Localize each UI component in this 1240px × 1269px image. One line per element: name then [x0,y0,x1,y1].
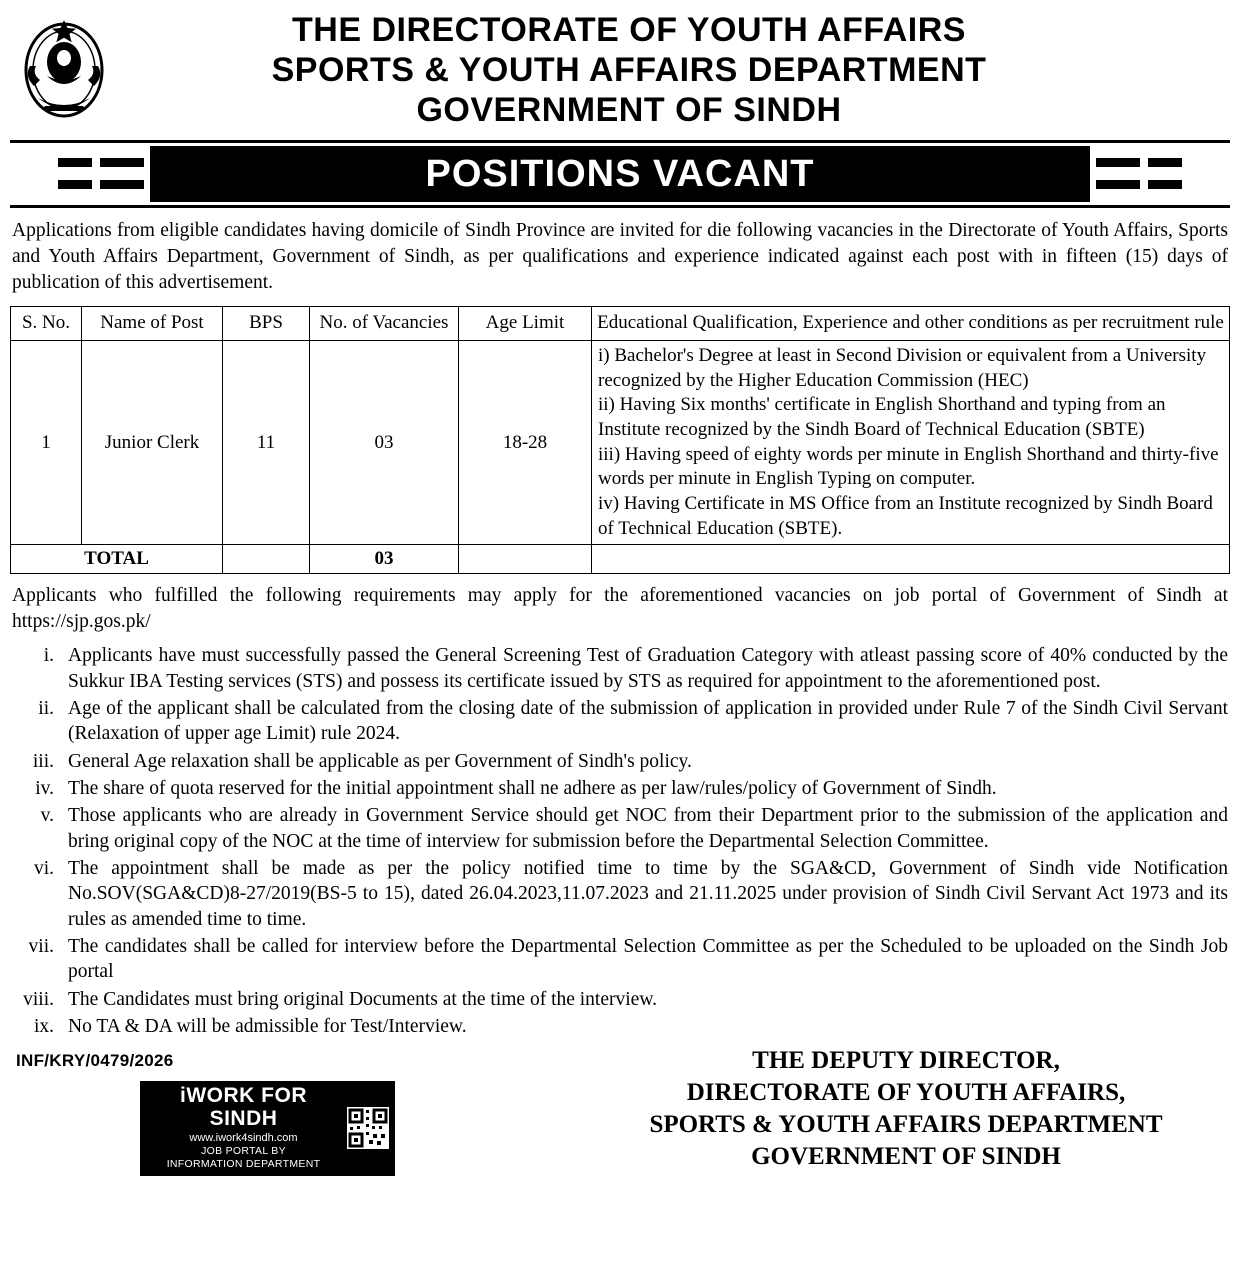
condition-number: iv. [35,777,54,799]
list-item [12,803,1228,854]
cell-qualification [592,340,1230,545]
signoff-line-4: GOVERNMENT OF SINDH [751,1143,1061,1171]
qualification-item-i: i) Bachelor's Degree at least in Second Division or equivalent from a University recognized by the Higher Education Commission (HEC) [598,344,1207,391]
list-item [12,749,1228,774]
condition-text: No TA & DA will be admissible for Test/Interview. [68,1016,467,1038]
condition-number: ii. [38,697,54,719]
list-item [12,696,1228,747]
cell-post: Junior Clerk [82,340,223,545]
table-header-row [11,307,1230,341]
list-item [12,776,1228,801]
inf-number: INF/KRY/0479/2026 [16,1051,174,1071]
table-total-row [11,545,1230,574]
signoff-line-3: SPORTS & YOUTH AFFAIRS DEPARTMENT [649,1111,1163,1139]
qr-code-icon [347,1107,389,1149]
condition-text: The appointment shall be made as per the policy notified time to time by the SGA&CD, Government of Sindh vide Notification No.SOV(SGA&CD)8-27/2019(BS-5 to 15), dated 26.04.2023,11.07.2023 and 21.11.2025 under provision of Sindh Civil Servant Act 1973 and its rules as amended time to time. [68,857,1228,930]
page-header [10,6,1230,130]
column-header-age: Age Limit [459,307,592,341]
signoff-line-1: THE DEPUTY DIRECTOR, [752,1047,1060,1075]
list-item [12,1014,1228,1039]
iwork-for-sindh-badge[interactable] [140,1081,395,1176]
condition-text: Those applicants who are already in Government Service should get NOC from their Department prior to the submission of the application and bring original copy of the NOC at the time of interview for submission before the Departmental Selection Committee. [68,805,1228,852]
column-header-sno: S. No. [11,307,82,341]
banner-bar [150,146,1090,202]
iwork-website: www.iwork4sindh.com [189,1131,298,1144]
condition-text: Applicants have must successfully passed the General Screening Test of Graduation Category with atleast passing score of 40% conducted by the Sukkur IBA Testing services (STS) and possess its certificate issued by STS as required for appointment to the aforementioned post. [68,645,1228,692]
column-header-qualification: Educational Qualification, Experience and other conditions as per recruitment rule [592,307,1230,341]
total-spacer-bps [223,545,310,574]
condition-number: vii. [28,936,54,958]
intro-paragraph: Applications from eligible candidates having domicile of Sindh Province are invited for die following vacancies in the Directorate of Youth Affairs, Sports and Youth Affairs Department, Government of Sindh, as per qualifications and experience indicated against each post with in fifteen (15) days of publication of this advertisement. [12,220,1228,294]
condition-text: General Age relaxation shall be applicable as per Government of Sindh's policy. [68,750,692,772]
conditions-list [12,643,1228,1039]
iwork-portal-line-1: JOB PORTAL BY [201,1144,286,1157]
banner-dash-right-3 [1096,158,1140,167]
column-header-bps: BPS [223,307,310,341]
banner-dash-right-4 [1096,180,1140,189]
total-vacancies: 03 [310,545,459,574]
banner-dash-left-2 [58,180,92,189]
condition-number: iii. [32,750,54,772]
banner-dash-right-1 [1148,158,1182,167]
qualification-item-iv: iv) Having Certificate in MS Office from an Institute recognized by Sindh Board of Technical Education (SBTE). [598,493,1213,539]
banner-dash-left-4 [100,180,144,189]
sindh-government-emblem-icon [10,10,118,124]
condition-number: v. [40,805,54,827]
vacancy-table [10,306,1230,574]
banner-rule-top [10,140,1230,143]
cell-bps: 11 [223,340,310,545]
apply-note: Applicants who fulfilled the following requirements may apply for the aforementioned vacancies on job portal of Government of Sindh at https://sjp.gos.pk/ [12,585,1228,633]
condition-number: i. [43,645,54,667]
list-item [12,987,1228,1012]
banner-dash-right-2 [1148,180,1182,189]
list-item [12,934,1228,985]
qualification-item-ii: ii) Having Six months' certificate in English Shorthand and typing from an Institute recognized by the Sindh Board of Technical Education (SBTE) [598,394,1166,440]
condition-number: vi. [33,857,54,879]
positions-vacant-banner [10,140,1230,208]
header-title-block [118,10,1230,130]
column-header-post: Name of Post [82,307,223,341]
header-line-1: THE DIRECTORATE OF YOUTH AFFAIRS [292,11,966,49]
signoff-block [596,1045,1216,1173]
banner-rule-bottom [10,205,1230,208]
signoff-line-2: DIRECTORATE OF YOUTH AFFAIRS, [686,1079,1126,1107]
banner-dash-left-3 [100,158,144,167]
cell-age: 18-28 [459,340,592,545]
qualification-item-iii: iii) Having speed of eighty words per minute in English Shorthand and thirty-five words per minute in English Typing on computer. [598,443,1219,490]
page-footer [10,1045,1230,1177]
condition-text: The Candidates must bring original Documents at the time of the interview. [68,988,658,1010]
condition-number: viii. [23,988,54,1010]
condition-text: The share of quota reserved for the initial appointment shall ne adhere as per law/rules/policy of Government of Sindh. [68,777,997,799]
total-spacer-age [459,545,592,574]
iwork-brand: iWORK FOR SINDH [180,1084,307,1131]
total-label: TOTAL [11,545,223,574]
iwork-portal-line-2: INFORMATION DEPARTMENT [166,1158,321,1170]
iwork-label-block [146,1084,341,1171]
list-item [12,643,1228,694]
condition-text: Age of the applicant shall be calculated from the closing date of the submission of application in provided under Rule 7 of the Sindh Civil Servant (Relaxation of upper age Limit) rule 2024. [68,697,1228,745]
condition-number: ix. [33,1016,54,1038]
total-spacer-qualification [592,545,1230,574]
list-item [12,856,1228,932]
column-header-vacancies: No. of Vacancies [310,307,459,341]
cell-sno: 1 [11,340,82,545]
header-line-2: SPORTS & YOUTH AFFAIRS DEPARTMENT [271,51,987,90]
header-line-3: GOVERNMENT OF SINDH [416,91,842,130]
banner-dash-left-1 [58,158,92,167]
cell-vacancies: 03 [310,340,459,545]
banner-title: POSITIONS VACANT [425,152,815,195]
condition-text: The candidates shall be called for interview before the Departmental Selection Committee as per the Scheduled to be uploaded on the Sindh Job portal [68,936,1228,983]
table-row [11,340,1230,545]
